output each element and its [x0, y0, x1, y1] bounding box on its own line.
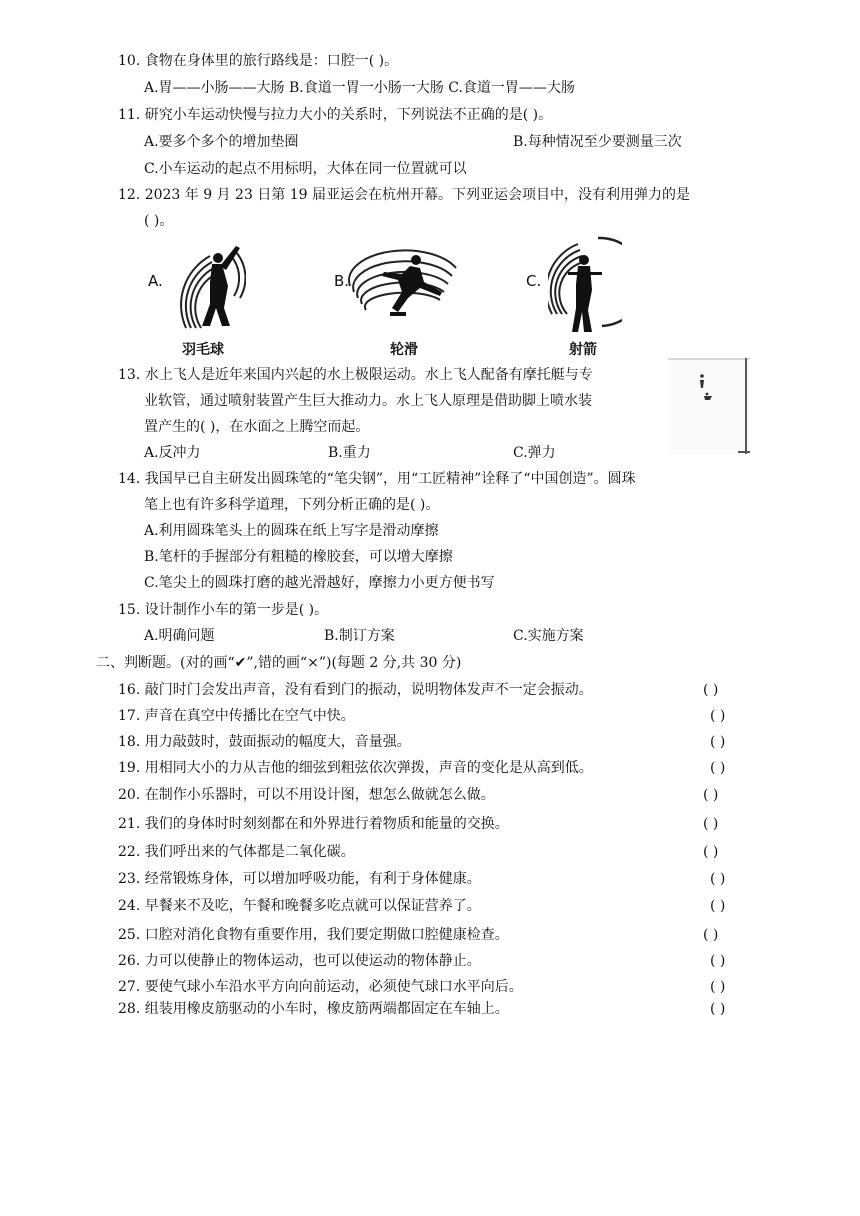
- badminton-pictogram-icon: [180, 238, 246, 330]
- q14-line-2: 笔上也有许多科学道理，下列分析正确的是( )。: [144, 497, 440, 513]
- answer-paren-23[interactable]: ( ): [710, 871, 726, 887]
- judgement-25: 25. 口腔对消化食物有重要作用，我们要定期做口腔健康检查。: [118, 927, 509, 943]
- q11-option-b: B.每种情况至少要测量三次: [513, 134, 682, 150]
- answer-paren-17[interactable]: ( ): [710, 708, 726, 724]
- q12-figure-c-letter: C.: [526, 272, 542, 290]
- judgement-17: 17. 声音在真空中传播比在空气中快。: [118, 708, 355, 724]
- answer-paren-20[interactable]: ( ): [703, 787, 719, 803]
- answer-paren-22[interactable]: ( ): [703, 844, 719, 860]
- q15-option-a: A.明确问题: [144, 628, 215, 644]
- q10-options: A.胃——小肠——大肠 B.食道一胃一小肠一大肠 C.食道一胃——大肠: [144, 80, 575, 96]
- q12-stem-cont: ( )。: [144, 213, 174, 229]
- q12-stem: 12. 2023 年 9 月 23 日第 19 届亚运会在杭州开幕。下列亚运会项目中，没有利用弹力的是: [118, 187, 691, 203]
- q14-line-1: 14. 我国早已自主研发出圆珠笔的“笔尖钢”，用“工匠精神”诠释了“中国创造”。圆珠: [118, 471, 636, 487]
- q13-line-1: 13. 水上飞人是近年来国内兴起的水上极限运动。水上飞人配备有摩托艇与专: [118, 367, 593, 383]
- water-flyer-photo: [668, 358, 750, 454]
- q13-line-2: 业软管，通过喷射装置产生巨大推动力。水上飞人原理是借助脚上喷水装: [144, 393, 592, 409]
- q15-option-c: C.实施方案: [513, 628, 584, 644]
- q13-line-3: 置产生的( )，在水面之上腾空而起。: [144, 419, 370, 435]
- q12-figure-b-letter: B.: [334, 272, 350, 290]
- judgement-24: 24. 早餐来不及吃，午餐和晚餐多吃点就可以保证营养了。: [118, 898, 481, 914]
- judgement-19: 19. 用相同大小的力从吉他的细弦到粗弦依次弹拨，声音的变化是从高到低。: [118, 760, 593, 776]
- q14-option-a: A.利用圆珠笔头上的圆珠在纸上写字是滑动摩擦: [144, 523, 439, 539]
- q10-stem: 10. 食物在身体里的旅行路线是：口腔一( )。: [118, 53, 399, 69]
- section-2-heading: 二、判断题。(对的画“✔”,错的画“×”)(每题 2 分,共 30 分): [96, 655, 462, 671]
- judgement-16: 16. 敲门时门会发出声音，没有看到门的振动，说明物体发声不一定会振动。: [118, 682, 593, 698]
- judgement-28: 28. 组装用橡皮筋驱动的小车时，橡皮筋两端都固定在车轴上。: [118, 1001, 509, 1017]
- judgement-21: 21. 我们的身体时时刻刻都在和外界进行着物质和能量的交换。: [118, 816, 509, 832]
- q12-figure-a-caption: 羽毛球: [182, 342, 224, 358]
- answer-paren-24[interactable]: ( ): [710, 898, 726, 914]
- q11-option-a: A.要多个多个的增加垫圈: [144, 134, 299, 150]
- answer-paren-25[interactable]: ( ): [703, 927, 719, 943]
- answer-paren-26[interactable]: ( ): [710, 953, 726, 969]
- q12-figure-c-caption: 射箭: [569, 342, 597, 358]
- roller-skating-pictogram-icon: [346, 246, 462, 322]
- archery-pictogram-icon: [548, 234, 622, 334]
- q11-option-c: C.小车运动的起点不用标明，大体在同一位置就可以: [144, 161, 467, 177]
- q13-option-a: A.反冲力: [144, 445, 201, 461]
- q12-figure-b-caption: 轮滑: [390, 342, 418, 358]
- judgement-18: 18. 用力敲鼓时，鼓面振动的幅度大，音量强。: [118, 734, 411, 750]
- answer-paren-21[interactable]: ( ): [703, 816, 719, 832]
- answer-paren-16[interactable]: ( ): [703, 682, 719, 698]
- judgement-23: 23. 经常锻炼身体，可以增加呼吸功能，有利于身体健康。: [118, 871, 481, 887]
- answer-paren-18[interactable]: ( ): [710, 734, 726, 750]
- q13-option-c: C.弹力: [513, 445, 556, 461]
- q14-option-c: C.笔尖上的圆珠打磨的越光滑越好，摩擦力小更方便书写: [144, 575, 495, 591]
- q11-stem: 11. 研究小车运动快慢与拉力大小的关系时，下列说法不正确的是( )。: [118, 107, 553, 123]
- q15-option-b: B.制订方案: [324, 628, 395, 644]
- answer-paren-27[interactable]: ( ): [710, 979, 726, 995]
- judgement-27: 27. 要使气球小车沿水平方向向前运动，必须使气球口水平向后。: [118, 979, 523, 995]
- judgement-26: 26. 力可以使静止的物体运动，也可以使运动的物体静止。: [118, 953, 481, 969]
- q12-figure-a-letter: A.: [148, 272, 163, 290]
- answer-paren-28[interactable]: ( ): [710, 1001, 726, 1017]
- q13-option-b: B.重力: [328, 445, 371, 461]
- answer-paren-19[interactable]: ( ): [710, 760, 726, 776]
- judgement-20: 20. 在制作小乐器时，可以不用设计图，想怎么做就怎么做。: [118, 787, 495, 803]
- q15-stem: 15. 设计制作小车的第一步是( )。: [118, 602, 329, 618]
- q14-option-b: B.笔杆的手握部分有粗糙的橡胶套，可以增大摩擦: [144, 549, 453, 565]
- judgement-22: 22. 我们呼出来的气体都是二氧化碳。: [118, 844, 355, 860]
